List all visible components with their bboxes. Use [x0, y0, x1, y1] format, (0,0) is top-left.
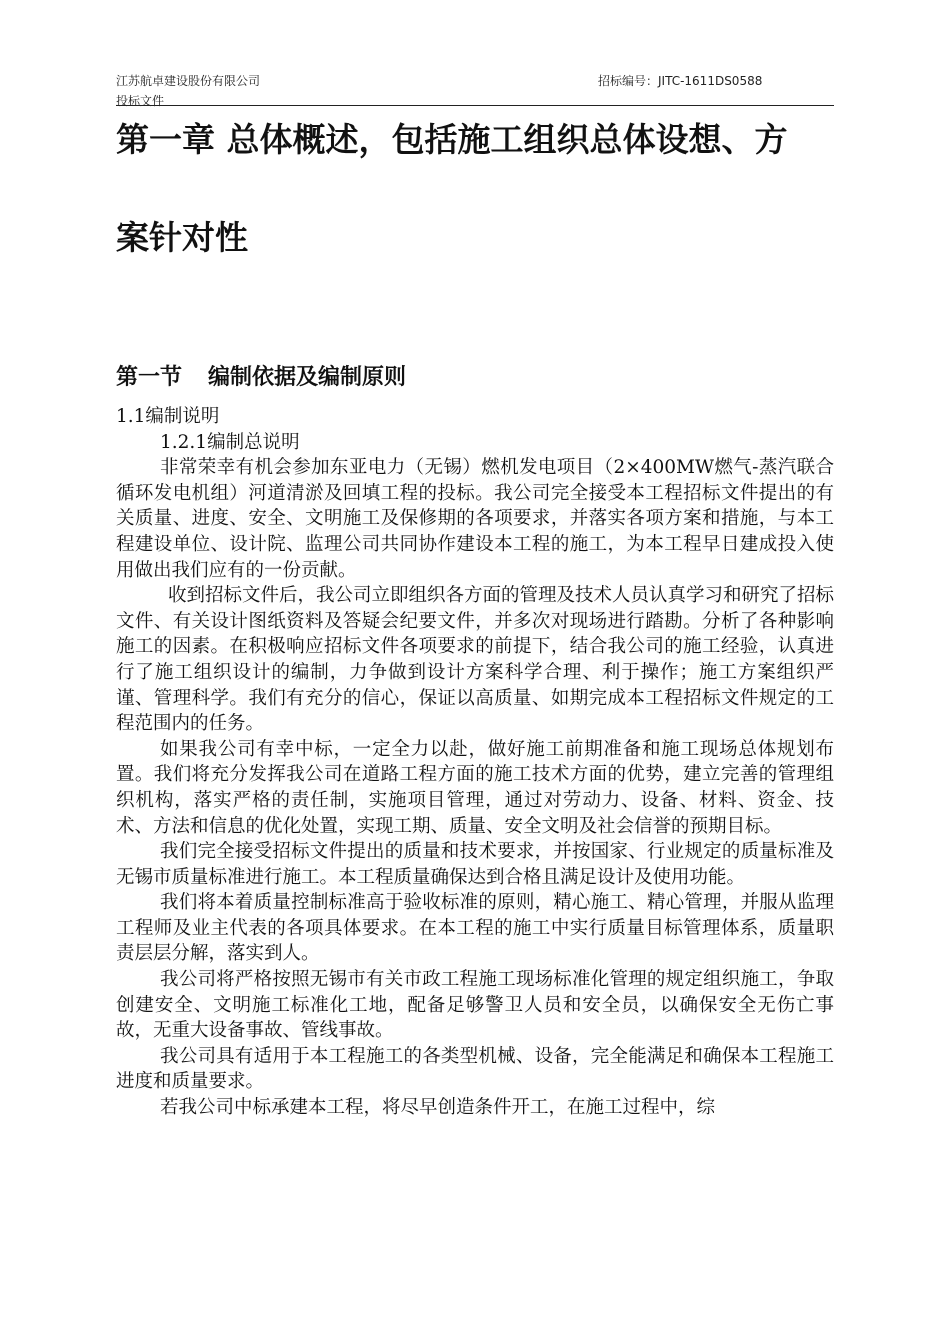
bid-number: 招标编号：JITC-1611DS0588 — [598, 74, 763, 88]
paragraph: 如果我公司有幸中标，一定全力以赴，做好施工前期准备和施工现场总体规划布置。我们将充分发挥我公司在道路工程方面的施工技术方面的优势，建立完善的管理组织机构，落实严格的责任制，实施项目管理，通过对劳动力、设备、材料、资金、技术、方法和信息的优化处置，实现工期、质量、安全文明及社会信誉的预期目标。 — [116, 738, 834, 837]
subheading-1-2-1: 1.2.1编制总说明 — [160, 431, 300, 453]
paragraph: 我们将本着质量控制标准高于验收标准的原则，精心施工、精心管理，并服从监理工程师及业主代表的各项具体要求。在本工程的施工中实行质量目标管理体系，质量职责层层分解，落实到人。 — [116, 892, 834, 965]
paragraph: 非常荣幸有机会参加东亚电力（无锡）燃机发电项目（2×400MW燃气-蒸汽联合循环发电机组）河道清淤及回填工程的投标。我公司完全接受本工程招标文件提出的有关质量、进度、安全、文明施工及保修期的各项要求，并落实各项方案和措施，与本工程建设单位、设计院、监理公司共同协作建设本工程的施工，为本工程早日建成投入使用做出我们应有的一份贡献。 — [116, 457, 834, 581]
header-divider — [116, 105, 834, 106]
paragraph: 我公司将严格按照无锡市有关市政工程施工现场标准化管理的规定组织施工，争取创建安全、文明施工标准化工地，配备足够警卫人员和安全员，以确保安全无伤亡事故，无重大设备事故、管线事故。 — [116, 969, 834, 1042]
document-body — [116, 404, 834, 1121]
paragraph: 我公司具有适用于本工程施工的各类型机械、设备，完全能满足和确保本工程施工进度和质量要求。 — [116, 1045, 834, 1093]
company-name: 江苏航卓建设股份有限公司 — [116, 74, 261, 88]
paragraph: 收到招标文件后，我公司立即组织各方面的管理及技术人员认真学习和研究了招标文件、有关设计图纸资料及答疑会纪要文件，并多次对现场进行踏勘。分析了各种影响施工的因素。在积极响应招标文件各项要求的前提下，结合我公司的施工经验，认真进行了施工组织设计的编制，力争做到设计方案科学合理、利于操作；施工方案组织严谨、管理科学。我们有充分的信心，保证以高质量、如期完成本工程招标文件规定的工程范围内的任务。 — [116, 585, 835, 735]
chapter-title-line2: 案针对性 — [116, 218, 248, 257]
section-label: 第一节 — [116, 365, 183, 390]
chapter-title-line1: 第一章 总体概述，包括施工组织总体设想、方 — [116, 120, 788, 159]
subheading-1-1: 1.1编制说明 — [116, 406, 220, 427]
section-title — [116, 362, 406, 394]
chapter-title — [116, 117, 846, 261]
section-heading: 编制依据及编制原则 — [208, 365, 407, 390]
paragraph: 我们完全接受招标文件提出的质量和技术要求，并按国家、行业规定的质量标准及无锡市质量标准进行施工。本工程质量确保达到合格且满足设计及使用功能。 — [116, 841, 834, 888]
paragraph: 若我公司中标承建本工程，将尽早创造条件开工，在施工过程中，综 — [160, 1097, 716, 1119]
document-type: 投标文件 — [116, 94, 165, 108]
